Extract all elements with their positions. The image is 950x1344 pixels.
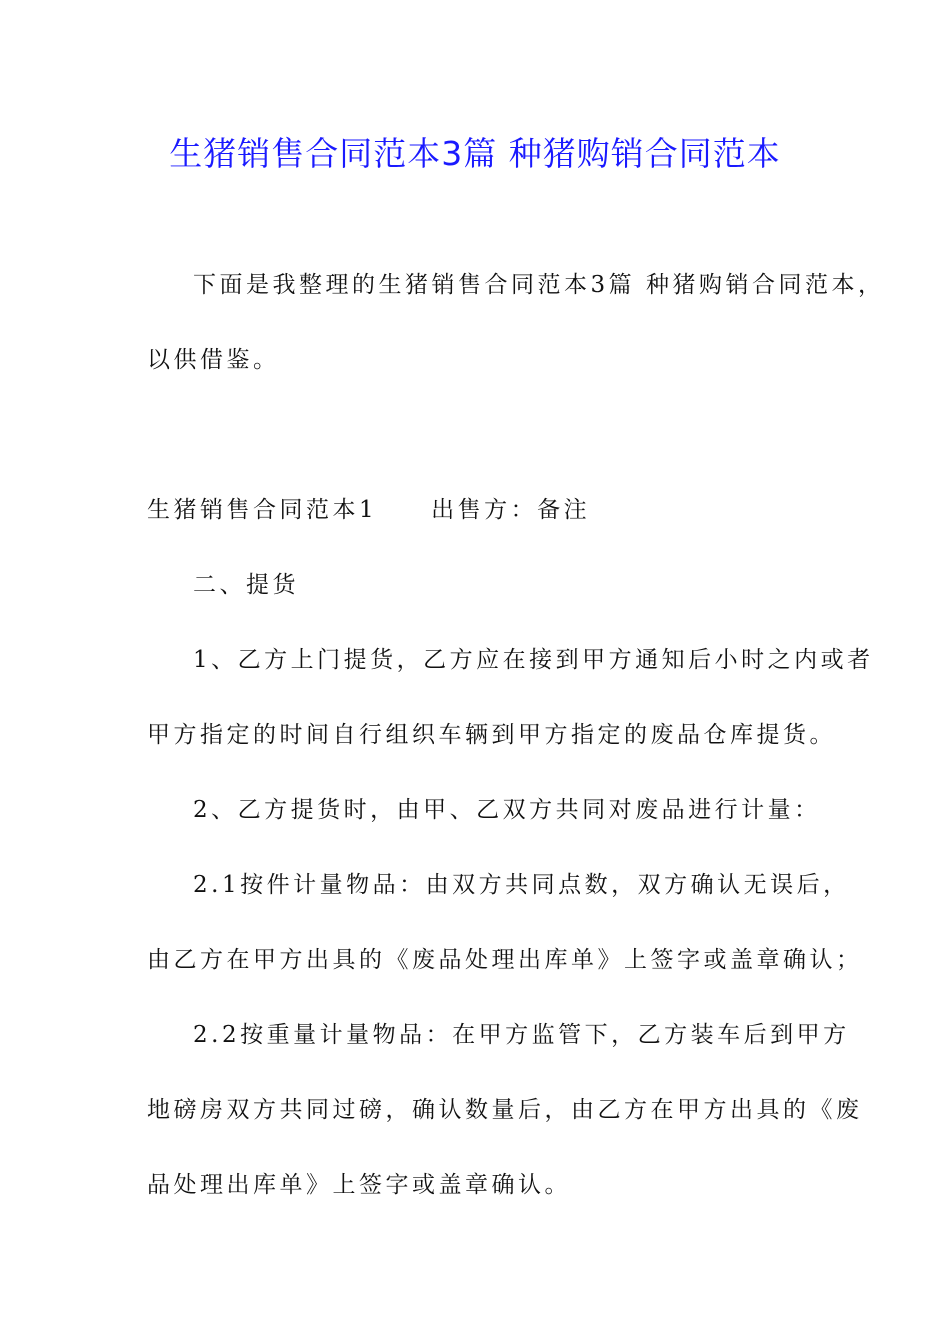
clause-heading: 二、提货 <box>193 572 299 598</box>
section-heading: 生猪销售合同范本1 <box>147 497 378 523</box>
seller-label: 出售方：备注 <box>431 497 591 523</box>
paragraph-2-1-line-1: 2.1按件计量物品：由双方共同点数，双方确认无误后， <box>193 872 850 898</box>
paragraph-2-line-1: 2、乙方提货时，由甲、乙双方共同对废品进行计量： <box>193 797 821 823</box>
document-title: 生猪销售合同范本3篇 种猪购销合同范本 <box>169 134 781 173</box>
section-heading-row <box>147 495 590 525</box>
paragraph-2-2-line-3: 品处理出库单》上签字或盖章确认。 <box>147 1172 571 1198</box>
paragraph-1-line-2: 甲方指定的时间自行组织车辆到甲方指定的废品仓库提货。 <box>147 722 836 748</box>
paragraph-2-1-line-2: 由乙方在甲方出具的《废品处理出库单》上签字或盖章确认； <box>147 947 863 973</box>
intro-line-2: 以供借鉴。 <box>147 347 280 373</box>
intro-line-1: 下面是我整理的生猪销售合同范本3篇 种猪购销合同范本， <box>193 272 885 298</box>
paragraph-2-2-line-2: 地磅房双方共同过磅，确认数量后，由乙方在甲方出具的《废 <box>147 1097 863 1123</box>
paragraph-1-line-1: 1、乙方上门提货，乙方应在接到甲方通知后小时之内或者 <box>193 647 874 673</box>
paragraph-2-2-line-1: 2.2按重量计量物品：在甲方监管下，乙方装车后到甲方 <box>193 1022 850 1048</box>
